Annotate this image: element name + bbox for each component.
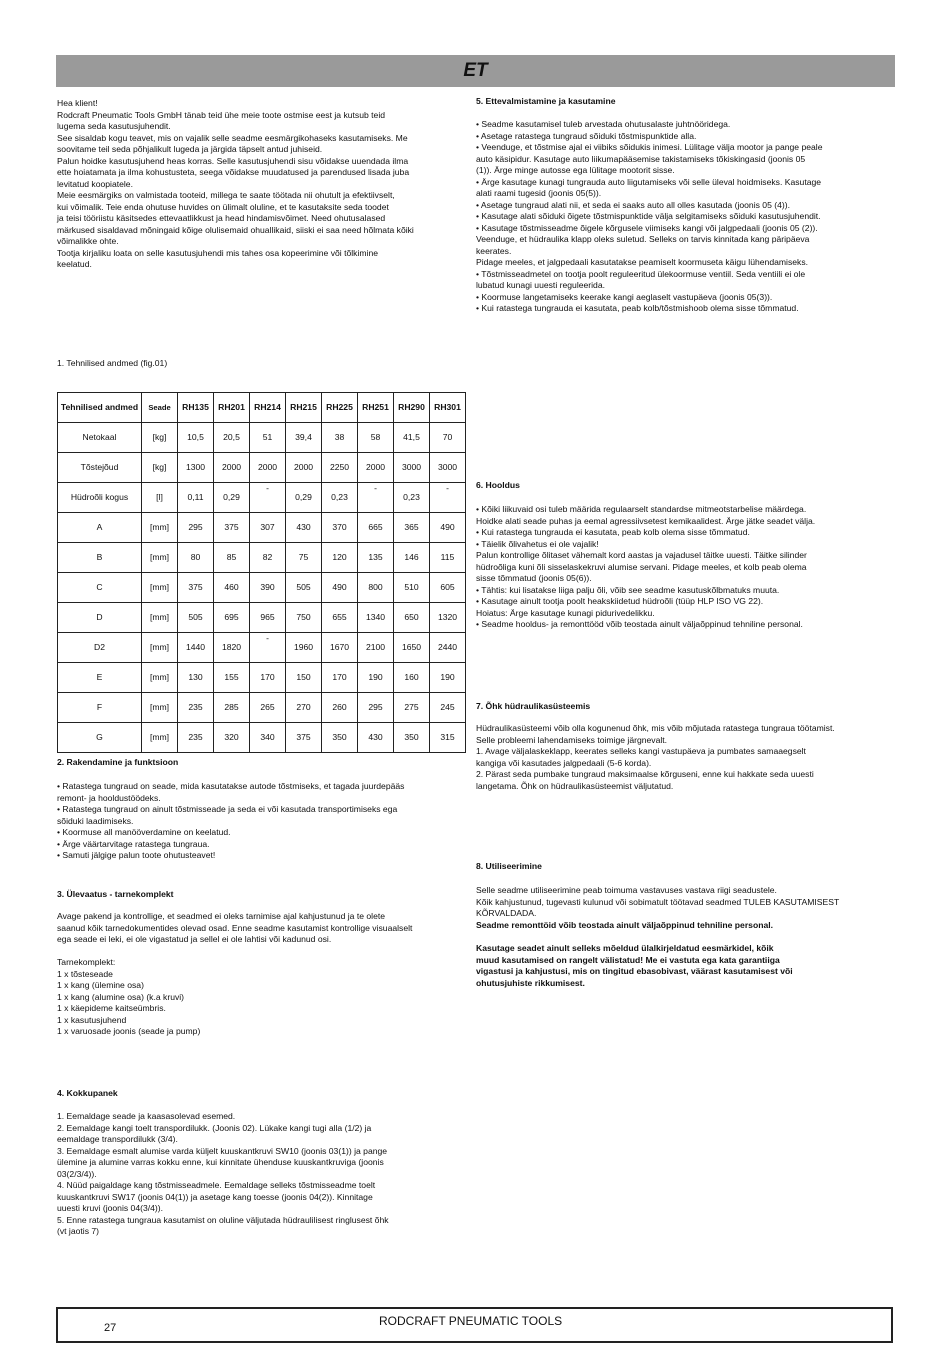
table-cell: 38 <box>322 423 358 453</box>
table-cell: Hüdroõli kogus <box>58 483 142 513</box>
table-cell: 120 <box>322 543 358 573</box>
table-cell: [mm] <box>142 633 178 663</box>
section-8-disclaimer: Kasutage seadet ainult selleks mõeldud ülalkirjeldatud eesmärkidel, kõik muud kasutamised on rangelt välistatud! Me ei vastuta ega kata garantiiga vigastusi ja kahjustusi, mis on tingitud ebasobivast, väärast kasutamisest või ohutusjuhiste rikkumisest. <box>476 943 793 988</box>
table-cell: 275 <box>394 693 430 723</box>
table-header-cell: Tehnilised andmed <box>58 393 142 423</box>
table-cell: D <box>58 603 142 633</box>
table-header-cell: RH301 <box>430 393 466 423</box>
table-cell: 75 <box>286 543 322 573</box>
table-cell: 1440 <box>178 633 214 663</box>
table-cell: Tõstejõud <box>58 453 142 483</box>
table-row <box>58 603 466 633</box>
table-cell: 41,5 <box>394 423 430 453</box>
table-cell: 340 <box>250 723 286 753</box>
table-cell: 965 <box>250 603 286 633</box>
section-2-body: • Ratastega tungraud on seade, mida kasutatakse autode tõstmiseks, et tagada juurdepääs remont- ja hooldustöödeks. • Ratastega tungraud on ainult tõstmisseade ja seda ei või kasutada transportimiseks ega sõiduki laadimiseks. • Koormuse all manööverdamine on keelatud. • Ärge väärtarvitage ratastega tungraua. • Samuti jälgige palun toote ohutusteavet! <box>57 781 405 860</box>
table-cell: 650 <box>394 603 430 633</box>
table-cell: 750 <box>286 603 322 633</box>
table-cell: 260 <box>322 693 358 723</box>
table-cell: 2000 <box>214 453 250 483</box>
table-cell: 20,5 <box>214 423 250 453</box>
table-cell: 146 <box>394 543 430 573</box>
table-cell: C <box>58 573 142 603</box>
table-header-cell: RH214 <box>250 393 286 423</box>
table-cell: 375 <box>214 513 250 543</box>
table-cell: [mm] <box>142 663 178 693</box>
section-7-title: 7. Õhk hüdraulikasüsteemis <box>476 701 591 711</box>
table-cell: - <box>250 633 286 663</box>
table-cell: 2000 <box>358 453 394 483</box>
table-row <box>58 573 466 603</box>
table-header-cell: RH290 <box>394 393 430 423</box>
table-cell: 370 <box>322 513 358 543</box>
table-row <box>58 513 466 543</box>
table-cell: A <box>58 513 142 543</box>
section-5-title: 5. Ettevalmistamine ja kasutamine <box>476 96 616 106</box>
table-cell: 800 <box>358 573 394 603</box>
section-6-title: 6. Hooldus <box>476 480 520 490</box>
table-cell: 665 <box>358 513 394 543</box>
table-cell: 160 <box>394 663 430 693</box>
table-cell: Netokaal <box>58 423 142 453</box>
table-cell: 0,29 <box>286 483 322 513</box>
language-code: ET <box>463 60 488 81</box>
table-cell: 170 <box>322 663 358 693</box>
table-cell: 655 <box>322 603 358 633</box>
table-cell: [mm] <box>142 513 178 543</box>
table-cell: 58 <box>358 423 394 453</box>
section-3-body: Avage pakend ja kontrollige, et seadmed ei oleks tarnimise ajal kahjustunud ja te olete saanud kõik tarnedokumentides olevad osad. Enne seadme kasutamist kontrollige visuaalselt ega seade ei leki, ei ole vigastatud ja sellel ei ole lahtisi või kadunud osi. Tarnekomplekt: 1 x tõsteseade 1 x kang (ülemine osa) 1 x kang (alumine osa) (k.a kruvi) 1 x käepideme kaitseümbris. 1 x kasutusjuhend 1 x varuosade joonis (seade ja pump) <box>57 911 413 1036</box>
table-cell: 3000 <box>394 453 430 483</box>
table-cell: 150 <box>286 663 322 693</box>
table-cell: 390 <box>250 573 286 603</box>
table-cell: 2250 <box>322 453 358 483</box>
table-cell: 307 <box>250 513 286 543</box>
table-cell: 265 <box>250 693 286 723</box>
table-row <box>58 693 466 723</box>
table-cell: 2100 <box>358 633 394 663</box>
table-row <box>58 633 466 663</box>
table-cell: - <box>250 483 286 513</box>
section-8-warning: Seadme remonttöid võib teostada ainult väljaõppinud tehniline personal. <box>476 920 774 930</box>
table-cell: 2000 <box>250 453 286 483</box>
table-cell: 350 <box>322 723 358 753</box>
table-cell: 505 <box>178 603 214 633</box>
table-cell: 1300 <box>178 453 214 483</box>
footer-brand: RODCRAFT PNEUMATIC TOOLS <box>379 1314 563 1328</box>
section-6-body: • Kõiki liikuvaid osi tuleb määrida regulaarselt standardse mitmeotstarbelise määrdega. Hoidke alati seade puhas ja eemal agressiivsetest kemikaalidest. Ärge jätke seadet välja. • Kui ratastega tungrauda ei kasutata, peab kolb olema sisse tõmmatud. • Täielik õlivahetus ei ole vajalik! Palun kontrollige õlitaset vähemalt kord aastas ja vajadusel täitke uuesti. Täitke silinder hüdroõliga kuni õli sisselaskekruvi alumise servani. Pidage meeles, et kolb peab olema sisse tõmmatud (joonis 05(6)). • Tähtis: kui lisatakse liiga palju õli, võib see seadme kasutuskõlbmatuks muuta. • Kasutage ainult tootja poolt heakskiidetud hüdroõli (tüüp HLP ISO VG 22). Hoiatus: Ärge kasutage kunagi pidurivedelikku. • Seadme hooldus- ja remonttööd võib teostada ainult väljaõppinud tehniline personal. <box>476 504 816 629</box>
section-3-title: 3. Ülevaatus - tarnekomplekt <box>57 889 174 899</box>
table-cell: 695 <box>214 603 250 633</box>
table-row <box>58 543 466 573</box>
table-cell: G <box>58 723 142 753</box>
table-cell: 135 <box>358 543 394 573</box>
table-cell: 490 <box>430 513 466 543</box>
table-cell: 0,11 <box>178 483 214 513</box>
table-cell: 245 <box>430 693 466 723</box>
table-cell: 1670 <box>322 633 358 663</box>
table-cell: 1820 <box>214 633 250 663</box>
language-header-band <box>56 55 895 87</box>
table-cell: 39,4 <box>286 423 322 453</box>
table-header-cell: RH251 <box>358 393 394 423</box>
table-cell: 270 <box>286 693 322 723</box>
table-cell: [mm] <box>142 603 178 633</box>
section-8-title: 8. Utiliseerimine <box>476 861 542 871</box>
table-row <box>58 423 466 453</box>
table-cell: B <box>58 543 142 573</box>
table-cell: 285 <box>214 693 250 723</box>
table-cell: 190 <box>430 663 466 693</box>
table-cell: 605 <box>430 573 466 603</box>
table-cell: [l] <box>142 483 178 513</box>
table-header-cell: RH201 <box>214 393 250 423</box>
table-cell: [kg] <box>142 423 178 453</box>
table-cell: 3000 <box>430 453 466 483</box>
table-header-cell: RH135 <box>178 393 214 423</box>
table-cell: 115 <box>430 543 466 573</box>
table-row <box>58 483 466 513</box>
table-cell: 0,23 <box>322 483 358 513</box>
table-cell: 460 <box>214 573 250 603</box>
table-cell: 365 <box>394 513 430 543</box>
table-cell: 70 <box>430 423 466 453</box>
table-cell: [kg] <box>142 453 178 483</box>
section-8-body: Selle seadme utiliseerimine peab toimuma vastavuses vastava riigi seadustele. Kõik kahjustunud, tugevasti kulunud või sobimatult töötavad seadmed TULEB KASUTAMISEST KÕRVALDADA. <box>476 885 840 918</box>
table-cell: 51 <box>250 423 286 453</box>
table-cell: 155 <box>214 663 250 693</box>
table-cell: [mm] <box>142 723 178 753</box>
section-5-body: • Seadme kasutamisel tuleb arvestada ohutusalaste juhtnööridega. • Asetage ratastega tungraud sõiduki tõstmispunktide alla. • Veenduge, et tõstmise ajal ei viibiks sõidukis inimesi. Lülitage välja mootor ja pange peale auto käsipidur. Kasutage auto liikumapääsemise takistamiseks tõkiskingasid (joonis 05 (1)). Ärge minge autosse ega lülitage mootorit sisse. • Ärge kasutage kunagi tungrauda auto liigutamiseks või selle üleval hoidmiseks. Kasutage alati raami tugesid (joonis 05(5)). • Asetage tungraud alati nii, et seda ei saaks auto all olles kasutada (joonis 05 (4)). • Kasutage alati sõiduki õigete tõstmispunktide välja selgitamiseks sõiduki kasutusjuhendit. • Kasutage tõstmisseadme õigele kõrgusele viimiseks kangi või jalgpedaali (joonis 05 (2)). Veenduge, et hüdraulika klapp oleks suletud. Selleks on tarvis kinnitada kang päripäeva keerates. Pidage meeles, et jalgpedaali kasutatakse peamiselt koormuseta käigu lühendamiseks. • Tõstmisseadmetel on tootja poolt reguleeritud ülekoormuse ventiil. Seda ventiili ei ole lubatud kunagi uuesti reguleerida. • Koormuse langetamiseks keerake kangi aeglaselt vastupäeva (joonis 05(3)). • Kui ratastega tungrauda ei kasutata, peab kolb/tõstmishoob olema sisse tõmmatud. <box>476 119 823 313</box>
tech-data-table <box>57 392 466 753</box>
table-cell: 505 <box>286 573 322 603</box>
table-cell: 375 <box>286 723 322 753</box>
table-cell: 430 <box>286 513 322 543</box>
table-cell: 1650 <box>394 633 430 663</box>
table-body <box>58 423 466 753</box>
table-cell: [mm] <box>142 543 178 573</box>
table-cell: 2440 <box>430 633 466 663</box>
table-cell: 235 <box>178 723 214 753</box>
table-cell: E <box>58 663 142 693</box>
section-7-body: Hüdraulikasüsteemi võib olla kogunenud õhk, mis võib mõjutada ratastega tungraua töötamist. Selle probleemi lahendamiseks toimige järgnevalt. 1. Avage väljalaskeklapp, keerates selleks kangi vastupäeva ja pumbates samaaegselt kangiga või kasutades jalgpedaali (5-6 korda). 2. Pärast seda pumbake tungraud maksimaalse kõrguseni, enne kui hakkate seda uuesti langetama. Õhk on hüdraulikasüsteemist väljutatud. <box>476 723 835 791</box>
table-cell: - <box>430 483 466 513</box>
table-cell: 350 <box>394 723 430 753</box>
table-cell: 295 <box>178 513 214 543</box>
table-row <box>58 663 466 693</box>
table-cell: 315 <box>430 723 466 753</box>
table-header-row <box>58 393 466 423</box>
table-cell: 190 <box>358 663 394 693</box>
table-cell: 0,23 <box>394 483 430 513</box>
table-cell: 1320 <box>430 603 466 633</box>
table-cell: D2 <box>58 633 142 663</box>
table-row <box>58 723 466 753</box>
section-4-body: 1. Eemaldage seade ja kaasasolevad esemed. 2. Eemaldage kangi toelt transpordilukk. (Joonis 02). Lükake kangi tugi alla (1/2) ja eemaldage transpordilukk (3/4). 3. Eemaldage esmalt alumise varda küljelt kuuskantkruvi SW10 (joonis 03(1)) ja pange ülemine ja alumine varras kokku enne, kui kinnitate ühenduse kuuskantkruviga (joonis 03(2/3/4)). 4. Nüüd paigaldage kang tõstmisseadmele. Eemaldage selleks tõstmisseadme toelt kuuskantkruvi SW17 (joonis 04(1)) ja asetage kang toesse (joonis 04(2)). Kinnitage uuesti kruvi (joonis 04(3/4)). 5. Enne ratastega tungraua kasutamist on oluline väljutada hüdraulilisest ringlusest õhk (vt jaotis 7) <box>57 1111 389 1236</box>
table-cell: 10,5 <box>178 423 214 453</box>
table-cell: [mm] <box>142 693 178 723</box>
table-cell: 1960 <box>286 633 322 663</box>
table-cell: [mm] <box>142 573 178 603</box>
table-cell: F <box>58 693 142 723</box>
table-cell: 375 <box>178 573 214 603</box>
table-cell: 0,29 <box>214 483 250 513</box>
table-header-cell: Seade <box>142 393 178 423</box>
table-cell: 85 <box>214 543 250 573</box>
intro-text: Hea klient! Rodcraft Pneumatic Tools GmbH tänab teid ühe meie toote ostmise eest ja kutsub teid lugema seda kasutusjuhendit. See sisaldab kogu teavet, mis on vajalik selle seadme eesmärgikohaseks kasutamiseks. Me soovitame teil seda põhjalikult lugeda ja järgida täpselt antud juhiseid. Palun hoidke kasutusjuhend heas korras. Selle kasutusjuhendi sisu võidakse uuendada ilma ette hoiatamata ja ilma kohustusteta, seega võidakse muudatused ja parendused lisada juba levitatud koopiatele. Meie eesmärgiks on valmistada tooteid, millega te saate töötada nii ohutult ja efektiivselt, kui võimalik. Teie enda ohutuse huvides on ülimalt oluline, et te kasutaksite seda toodet ja teisi tööriistu käsitsedes ettevaatlikkust ja head hindamisvõimet. Need ohutusalased märkused sisaldavad mõningaid kõige olulisemaid ohuallikaid, siiski ei saa need hõlmata kõiki võimalikke ohte. Tootja kirjaliku loata on selle kasutusjuhendi mis tahes osa kopeerimine või tõlkimine keelatud. <box>57 98 414 269</box>
table-cell: 510 <box>394 573 430 603</box>
table-header-cell: RH225 <box>322 393 358 423</box>
table-cell: 235 <box>178 693 214 723</box>
table-cell: 170 <box>250 663 286 693</box>
table-header-cell: RH215 <box>286 393 322 423</box>
section-2-title: 2. Rakendamine ja funktsioon <box>57 757 179 767</box>
table-cell: 80 <box>178 543 214 573</box>
table-cell: 82 <box>250 543 286 573</box>
table-cell: 2000 <box>286 453 322 483</box>
table-cell: 130 <box>178 663 214 693</box>
table-cell: 1340 <box>358 603 394 633</box>
section-4-title: 4. Kokkupanek <box>57 1088 118 1098</box>
page-number: 27 <box>104 1322 117 1334</box>
table-caption: 1. Tehnilised andmed (fig.01) <box>57 358 168 368</box>
table-row <box>58 453 466 483</box>
table-cell: 430 <box>358 723 394 753</box>
table-cell: 320 <box>214 723 250 753</box>
table-cell: 295 <box>358 693 394 723</box>
table-cell: 490 <box>322 573 358 603</box>
table-cell: - <box>358 483 394 513</box>
